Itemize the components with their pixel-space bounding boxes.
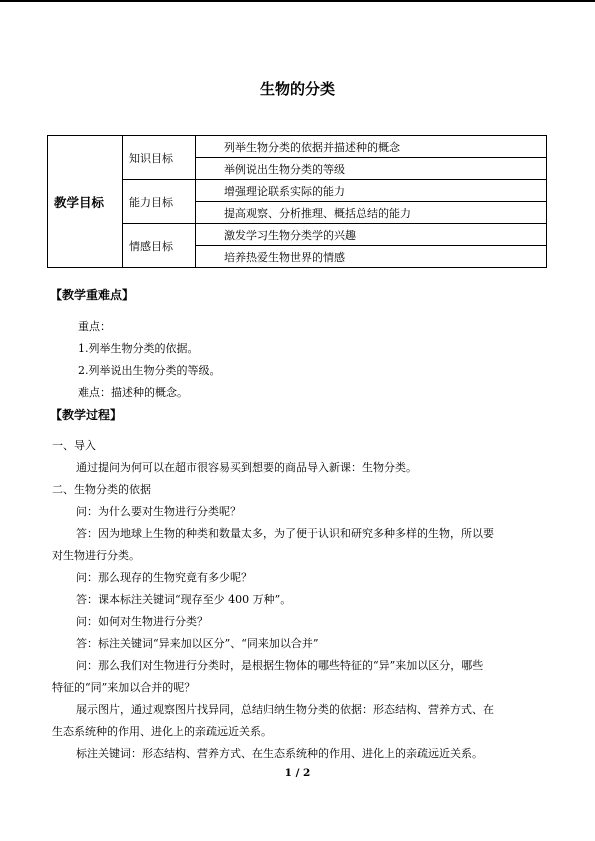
process-line: 问：那么现存的生物究竟有多少呢？ [76, 571, 252, 584]
process-line: 答：课本标注关键词“现存至少 400 万种”。 [76, 593, 292, 606]
process-line: 答：标注关键词“异来加以区分”、“同来加以合并” [76, 637, 319, 650]
page-number: 1 / 2 [284, 767, 311, 779]
goal-category-knowledge: 知识目标 [123, 136, 196, 180]
process-line: 展示图片，通过观察图片找异同，总结归纳生物分类的依据：形态结构、营养方式、在 [76, 703, 494, 716]
goal-item: 提高观察、分析推理、概括总结的能力 [196, 202, 547, 224]
goal-item: 激发学习生物分类学的兴趣 [196, 224, 547, 246]
key-point-line: 难点：描述种的概念。 [78, 386, 188, 399]
key-point-line: 重点： [78, 320, 111, 333]
key-point-line: 2.列举说出生物分类的等级。 [78, 364, 221, 377]
process-line: 问：为什么要对生物进行分类呢？ [76, 505, 241, 518]
top-rule [0, 0, 595, 2]
process-line: 一、导入 [52, 439, 96, 452]
goal-item: 举例说出生物分类的等级 [196, 158, 547, 180]
process-line: 标注关键词：形态结构、营养方式、在生态系统种的作用、进化上的亲疏远近关系。 [76, 747, 483, 760]
goals-main-label: 教学目标 [48, 136, 123, 268]
goal-item: 增强理论联系实际的能力 [196, 180, 547, 202]
goal-item: 列举生物分类的依据并描述种的概念 [196, 136, 547, 158]
page-title: 生物的分类 [259, 80, 335, 98]
process-line: 问：如何对生物进行分类？ [76, 615, 208, 628]
process-line: 问：那么我们对生物进行分类时，是根据生物体的哪些特征的“异”来加以区分，哪些 [76, 659, 484, 672]
teaching-goals-table [47, 135, 547, 268]
key-point-line: 1.列举生物分类的依据。 [78, 342, 199, 355]
goal-item: 培养热爱生物世界的情感 [196, 246, 547, 268]
goal-category-ability: 能力目标 [123, 180, 196, 224]
process-line: 答：因为地球上生物的种类和数量太多，为了便于认识和研究多种多样的生物，所以要 [76, 527, 494, 540]
key-points-heading: 【教学重难点】 [50, 288, 135, 302]
process-line: 特征的“同”来加以合并的呢？ [52, 681, 196, 694]
process-line: 通过提问为何可以在超市很容易买到想要的商品导入新课：生物分类。 [76, 461, 417, 474]
process-line: 生态系统种的作用、进化上的亲疏远近关系。 [52, 725, 272, 738]
process-heading: 【教学过程】 [50, 408, 123, 422]
goal-category-emotion: 情感目标 [123, 224, 196, 268]
process-line: 对生物进行分类。 [52, 549, 140, 562]
process-line: 二、生物分类的依据 [52, 483, 151, 496]
